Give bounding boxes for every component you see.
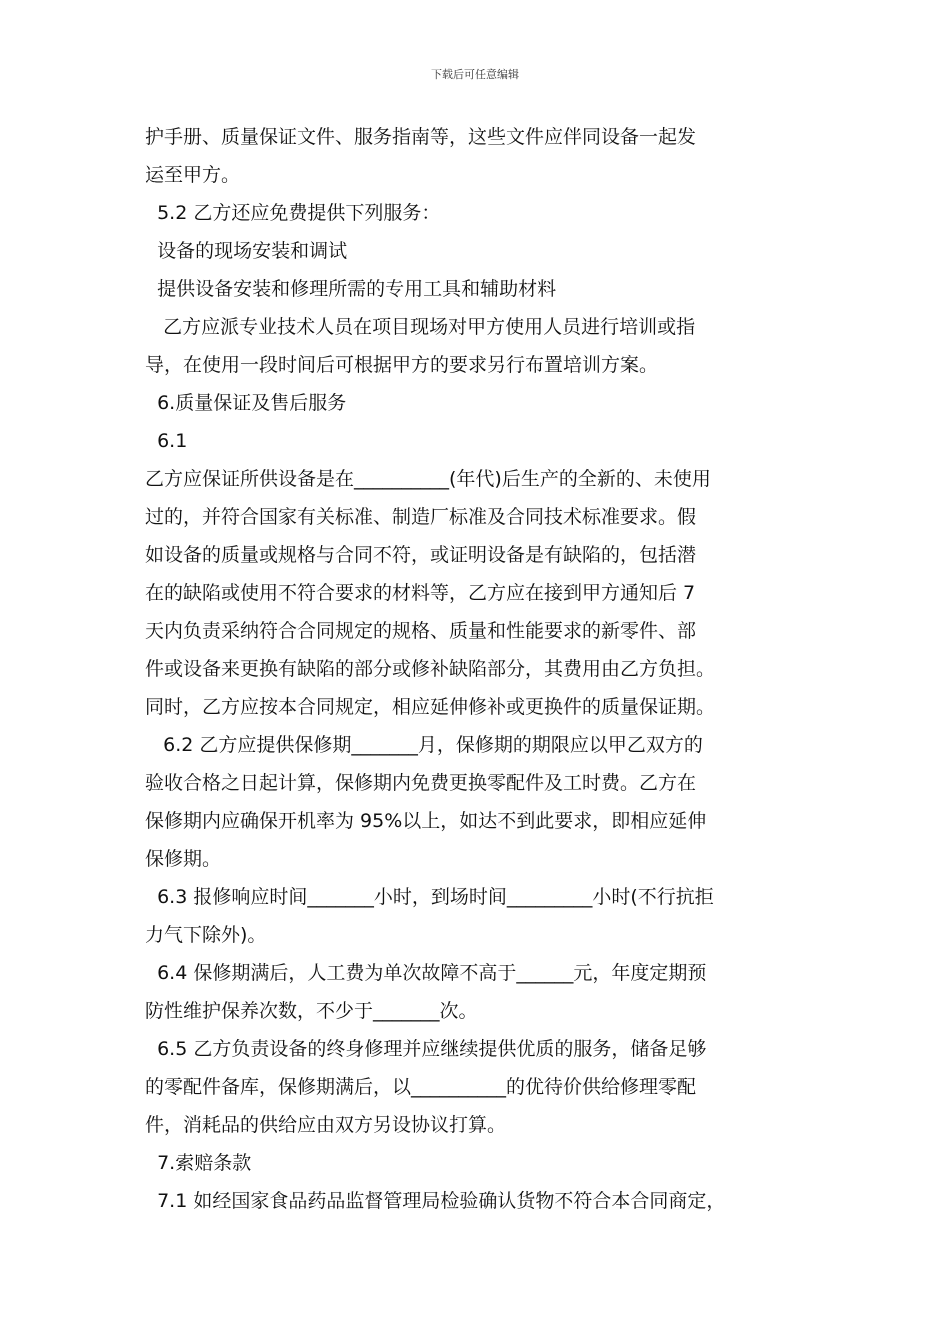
section-heading: 7.索赔条款 — [145, 1152, 252, 1174]
text-line: 天内负责采纳符合合同规定的规格、质量和性能要求的新零件、部 — [145, 620, 697, 642]
text-line: 导，在使用一段时间后可根据甲方的要求另行布置培训方案。 — [145, 354, 659, 376]
text-line: 保修期内应确保开机率为 95%以上，如达不到此要求，即相应延伸 — [145, 810, 707, 832]
text-line: 同时，乙方应按本合同规定，相应延伸修补或更换件的质量保证期。 — [145, 696, 716, 718]
text-line: 的零配件备库，保修期满后，以__________的优待价供给修理零配 — [145, 1076, 697, 1098]
document-body — [145, 118, 825, 1220]
text-line: 件，消耗品的供给应由双方另设协议打算。 — [145, 1114, 507, 1136]
text-line: 验收合格之日起计算，保修期内免费更换零配件及工时费。乙方在 — [145, 772, 697, 794]
text-line: 7.1 如经国家食品药品监督管理局检验确认货物不符合本合同商定， — [145, 1190, 726, 1212]
text-line: 6.1 — [145, 430, 188, 452]
text-line: 件或设备来更换有缺陷的部分或修补缺陷部分，其费用由乙方负担。 — [145, 658, 716, 680]
text-line: 提供设备安装和修理所需的专用工具和辅助材料 — [145, 278, 557, 300]
text-line: 乙方应派专业技术人员在项目现场对甲方使用人员进行培训或指 — [145, 316, 696, 338]
text-line: 运至甲方。 — [145, 164, 241, 186]
text-line: 设备的现场安装和调试 — [145, 240, 348, 262]
text-line: 过的，并符合国家有关标准、制造厂标准及合同技术标准要求。假 — [145, 506, 697, 528]
text-line: 6.3 报修响应时间_______小时，到场时间_________小时(不行抗拒 — [145, 886, 714, 908]
text-line: 6.5 乙方负责设备的终身修理并应继续提供优质的服务，储备足够 — [145, 1038, 707, 1060]
text-line: 防性维护保养次数，不少于_______次。 — [145, 1000, 478, 1022]
text-line: 如设备的质量或规格与合同不符，或证明设备是有缺陷的，包括潜 — [145, 544, 697, 566]
text-line: 在的缺陷或使用不符合要求的材料等，乙方应在接到甲方通知后 7 — [145, 582, 696, 604]
text-line: 6.2 乙方应提供保修期_______月，保修期的期限应以甲乙双方的 — [145, 734, 703, 756]
text-line: 护手册、质量保证文件、服务指南等，这些文件应伴同设备一起发 — [145, 126, 697, 148]
text-line: 6.4 保修期满后，人工费为单次故障不高于______元，年度定期预 — [145, 962, 707, 984]
text-line: 乙方应保证所供设备是在__________(年代)后生产的全新的、未使用 — [145, 468, 711, 490]
section-heading: 6.质量保证及售后服务 — [145, 392, 347, 414]
page-header: 下载后可任意编辑 — [431, 68, 519, 81]
text-line: 5.2 乙方还应免费提供下列服务： — [145, 202, 441, 224]
text-line: 保修期。 — [145, 848, 222, 870]
text-line: 力气下除外)。 — [145, 924, 267, 946]
